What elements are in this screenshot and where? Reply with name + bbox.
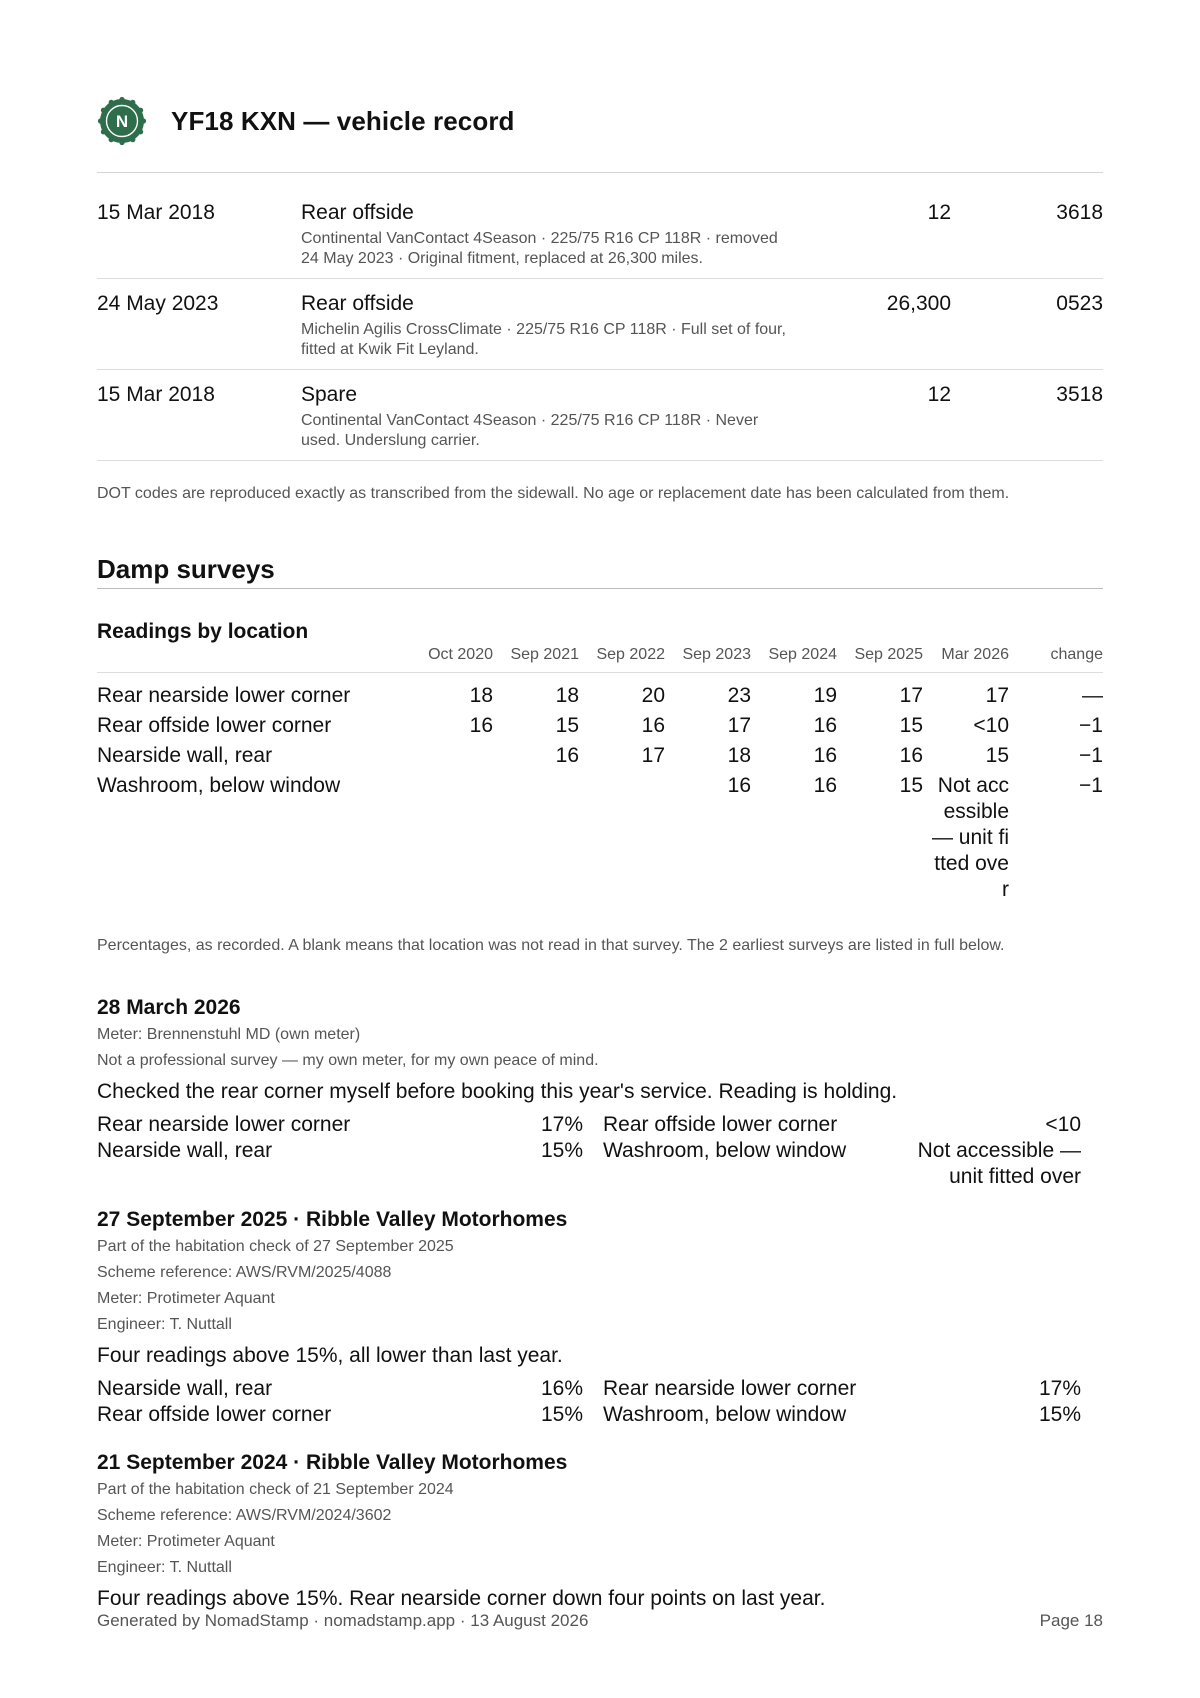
survey-scheme-reference: Scheme reference: AWS/RVM/2025/4088 bbox=[97, 1264, 392, 1281]
reading-location: Rear offside lower corner bbox=[603, 1113, 838, 1136]
reading-value: <10 bbox=[1045, 1113, 1081, 1136]
readings-header-row bbox=[97, 646, 1103, 673]
reading-value: 17% bbox=[1038, 1377, 1081, 1400]
survey-engineer: Engineer: T. Nuttall bbox=[97, 1316, 232, 1333]
document-header bbox=[97, 96, 515, 146]
reading-cell: 20 bbox=[641, 684, 665, 707]
tyre-miles: 26,300 bbox=[886, 292, 951, 315]
page-number: Page 18 bbox=[1039, 1611, 1103, 1630]
survey-reading bbox=[603, 1138, 1081, 1190]
tyre-position: Rear offside bbox=[301, 201, 414, 224]
tyre-row bbox=[97, 279, 1103, 370]
column-header: Sep 2021 bbox=[493, 646, 579, 673]
location-cell: Washroom, below window bbox=[97, 774, 341, 797]
readings-note: Percentages, as recorded. A blank means that location was not read in that survey. The 2 earliest surveys are listed in full below. bbox=[97, 937, 1005, 954]
location-cell: Nearside wall, rear bbox=[97, 744, 273, 767]
reading-cell: 16 bbox=[641, 714, 665, 737]
tyre-details: Michelin Agilis CrossClimate · 225/75 R16 CP 118R · Full set of four, fitted at Kwik Fit Leyland. bbox=[301, 321, 786, 358]
nomadstamp-logo-icon bbox=[97, 96, 147, 146]
tyre-dot-code: 0523 bbox=[1056, 292, 1103, 315]
reading-cell: Not accessible — unit fitted over bbox=[931, 774, 1009, 901]
readings-title: Readings by location bbox=[97, 620, 309, 643]
section-title: Damp surveys bbox=[97, 554, 275, 584]
column-header: Sep 2023 bbox=[665, 646, 751, 673]
reading-location: Nearside wall, rear bbox=[97, 1139, 273, 1162]
reading-cell: 16 bbox=[813, 714, 837, 737]
document-title: YF18 KXN — vehicle record bbox=[171, 105, 515, 136]
reading-cell: 16 bbox=[469, 714, 493, 737]
reading-value: 15% bbox=[1038, 1403, 1081, 1426]
reading-cell: 18 bbox=[555, 684, 579, 707]
tyre-row bbox=[97, 370, 1103, 461]
reading-cell: 15 bbox=[555, 714, 579, 737]
survey-note: Not a professional survey — my own meter, for my own peace of mind. bbox=[97, 1052, 599, 1069]
tyre-position: Spare bbox=[301, 383, 358, 406]
reading-value: Not accessible — unit fitted over bbox=[917, 1139, 1081, 1188]
survey-summary: Four readings above 15%, all lower than last year. bbox=[97, 1344, 563, 1367]
survey-entry bbox=[97, 1208, 1103, 1428]
tyre-row bbox=[97, 188, 1103, 279]
change-cell: −1 bbox=[1079, 744, 1103, 767]
tyre-dot-code: 3518 bbox=[1056, 383, 1103, 406]
survey-meter: Meter: Protimeter Aquant bbox=[97, 1290, 275, 1307]
survey-meter: Meter: Protimeter Aquant bbox=[97, 1533, 275, 1550]
damp-section-header bbox=[97, 554, 1103, 589]
survey-title: 28 March 2026 bbox=[97, 996, 241, 1019]
table-row bbox=[97, 739, 1103, 769]
reading-location: Washroom, below window bbox=[603, 1139, 847, 1162]
survey-engineer: Engineer: T. Nuttall bbox=[97, 1559, 232, 1576]
location-cell: Rear nearside lower corner bbox=[97, 684, 351, 707]
logo-letter: N bbox=[115, 112, 129, 131]
reading-location: Rear nearside lower corner bbox=[97, 1113, 351, 1136]
readings-table bbox=[97, 646, 1103, 903]
tyre-fitted-date: 24 May 2023 bbox=[97, 292, 219, 315]
reading-cell: 23 bbox=[727, 684, 751, 707]
survey-title: 27 September 2025 · Ribble Valley Motorhomes bbox=[97, 1208, 568, 1231]
change-cell: −1 bbox=[1079, 774, 1103, 797]
survey-reading bbox=[97, 1138, 603, 1190]
location-column-header bbox=[97, 646, 407, 673]
reading-location: Rear nearside lower corner bbox=[603, 1377, 857, 1400]
column-header: Mar 2026 bbox=[923, 646, 1009, 673]
reading-location: Rear offside lower corner bbox=[97, 1403, 332, 1426]
reading-location: Nearside wall, rear bbox=[97, 1377, 273, 1400]
reading-value: 17% bbox=[540, 1113, 583, 1136]
column-header: Sep 2024 bbox=[751, 646, 837, 673]
tyre-details: Continental VanContact 4Season · 225/75 R16 CP 118R · removed 24 May 2023 · Original fitment, replaced at 26,300 miles. bbox=[301, 230, 778, 267]
reading-cell: 16 bbox=[727, 774, 751, 797]
tyre-miles: 12 bbox=[927, 383, 951, 406]
reading-cell: 17 bbox=[641, 744, 665, 767]
reading-cell: 17 bbox=[727, 714, 751, 737]
reading-cell bbox=[579, 769, 665, 903]
tyre-fitted-date: 15 Mar 2018 bbox=[97, 383, 215, 406]
survey-entry bbox=[97, 996, 1103, 1190]
reading-cell: 18 bbox=[727, 744, 751, 767]
tyre-dot-code: 3618 bbox=[1056, 201, 1103, 224]
survey-summary: Checked the rear corner myself before booking this year's service. Reading is holding. bbox=[97, 1080, 898, 1103]
survey-entry bbox=[97, 1451, 1103, 1611]
reading-cell bbox=[407, 739, 493, 769]
survey-title: 21 September 2024 · Ribble Valley Motorhomes bbox=[97, 1451, 568, 1474]
reading-cell: 16 bbox=[813, 774, 837, 797]
tyre-details: Continental VanContact 4Season · 225/75 R16 CP 118R · Never used. Underslung carrier. bbox=[301, 412, 759, 449]
table-row bbox=[97, 673, 1103, 710]
survey-reading bbox=[97, 1376, 603, 1402]
reading-location: Washroom, below window bbox=[603, 1403, 847, 1426]
reading-value: 15% bbox=[540, 1403, 583, 1426]
reading-cell: <10 bbox=[973, 714, 1009, 737]
survey-habitation-check: Part of the habitation check of 21 September 2024 bbox=[97, 1481, 454, 1498]
location-cell: Rear offside lower corner bbox=[97, 714, 332, 737]
reading-cell: 15 bbox=[899, 774, 923, 797]
survey-habitation-check: Part of the habitation check of 27 September 2025 bbox=[97, 1238, 454, 1255]
survey-scheme-reference: Scheme reference: AWS/RVM/2024/3602 bbox=[97, 1507, 392, 1524]
reading-cell: 18 bbox=[469, 684, 493, 707]
reading-cell: 17 bbox=[899, 684, 923, 707]
survey-summary: Four readings above 15%. Rear nearside corner down four points on last year. bbox=[97, 1587, 826, 1610]
reading-value: 16% bbox=[540, 1377, 583, 1400]
reading-cell: 16 bbox=[813, 744, 837, 767]
column-header: Sep 2022 bbox=[579, 646, 665, 673]
tyre-list bbox=[97, 188, 1103, 461]
tyre-position: Rear offside bbox=[301, 292, 414, 315]
column-header: Oct 2020 bbox=[407, 646, 493, 673]
table-row bbox=[97, 769, 1103, 903]
reading-cell bbox=[407, 769, 493, 903]
reading-cell bbox=[493, 769, 579, 903]
survey-meter: Meter: Brennenstuhl MD (own meter) bbox=[97, 1026, 361, 1043]
reading-cell: 15 bbox=[899, 714, 923, 737]
table-row bbox=[97, 709, 1103, 739]
reading-cell: 16 bbox=[555, 744, 579, 767]
reading-value: 15% bbox=[540, 1139, 583, 1162]
reading-cell: 16 bbox=[899, 744, 923, 767]
tyre-dot-note: DOT codes are reproduced exactly as transcribed from the sidewall. No age or replacement date has been calculated from them. bbox=[97, 485, 1010, 502]
tyre-fitted-date: 15 Mar 2018 bbox=[97, 201, 215, 224]
survey-reading bbox=[603, 1376, 1081, 1402]
change-cell: −1 bbox=[1079, 714, 1103, 737]
reading-cell: 17 bbox=[985, 684, 1009, 707]
reading-cell: 19 bbox=[813, 684, 837, 707]
survey-readings bbox=[97, 1112, 1103, 1190]
survey-reading bbox=[603, 1112, 1081, 1138]
column-header: Sep 2025 bbox=[837, 646, 923, 673]
survey-readings bbox=[97, 1376, 1103, 1428]
survey-reading bbox=[97, 1112, 603, 1138]
change-column-header: change bbox=[1009, 646, 1103, 673]
reading-cell: 15 bbox=[985, 744, 1009, 767]
survey-reading bbox=[97, 1402, 603, 1428]
page-footer bbox=[97, 1611, 1103, 1631]
survey-reading bbox=[603, 1402, 1081, 1428]
change-cell: — bbox=[1082, 684, 1103, 707]
header-divider bbox=[97, 172, 1103, 173]
tyre-miles: 12 bbox=[927, 201, 951, 224]
footer-generated: Generated by NomadStamp · nomadstamp.app · 13 August 2026 bbox=[97, 1611, 589, 1630]
section-divider bbox=[97, 588, 1103, 589]
